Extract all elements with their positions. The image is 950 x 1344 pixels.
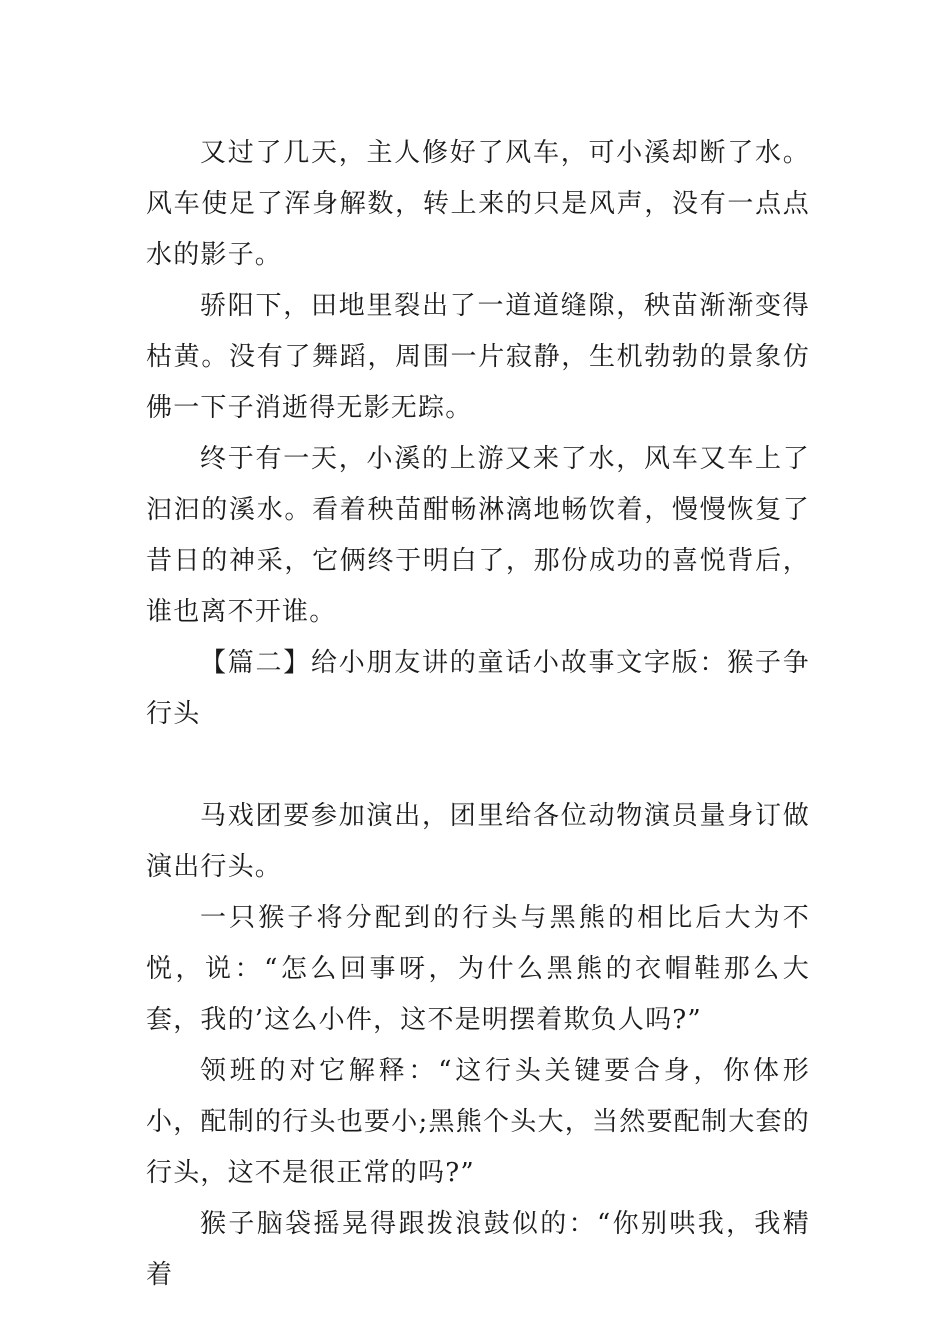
section-heading: 【篇二】给小朋友讲的童话小故事文字版：猴子争行头 xyxy=(146,648,810,729)
paragraph-monkey-complains: 一只猴子将分配到的行头与黑熊的相比后大为不悦，说：“怎么回事呀，为什么黑熊的衣帽鞋那么大套，我的’这么小件，这不是明摆着欺负人吗?” xyxy=(146,903,810,1035)
paragraph-monkey-replies: 猴子脑袋摇晃得跟拨浪鼓似的：“你别哄我，我精着 xyxy=(146,1209,810,1290)
paragraph-fields-cracked: 骄阳下，田地里裂出了一道道缝隙，秧苗渐渐变得枯黄。没有了舞蹈，周围一片寂静，生机勃勃的景象仿佛一下子消逝得无影无踪。 xyxy=(146,291,810,423)
paragraph-circus-costumes: 马戏团要参加演出，团里给各位动物演员量身订做演出行头。 xyxy=(146,801,810,882)
paragraph-leader-explains: 领班的对它解释：“这行头关键要合身，你体形小，配制的行头也要小;黑熊个头大，当然要配制大套的行头，这不是很正常的吗?” xyxy=(146,1056,810,1188)
paragraph-water-returned: 终于有一天，小溪的上游又来了水，风车又车上了汩汩的溪水。看着秧苗酣畅淋漓地畅饮着，慢慢恢复了昔日的神采，它俩终于明白了，那份成功的喜悦背后，谁也离不开谁。 xyxy=(146,444,810,627)
paragraph-windmill-repaired: 又过了几天，主人修好了风车，可小溪却断了水。风车使足了浑身解数，转上来的只是风声，没有一点点水的影子。 xyxy=(146,138,810,270)
document-body xyxy=(146,128,810,1301)
section-spacer xyxy=(146,740,810,791)
